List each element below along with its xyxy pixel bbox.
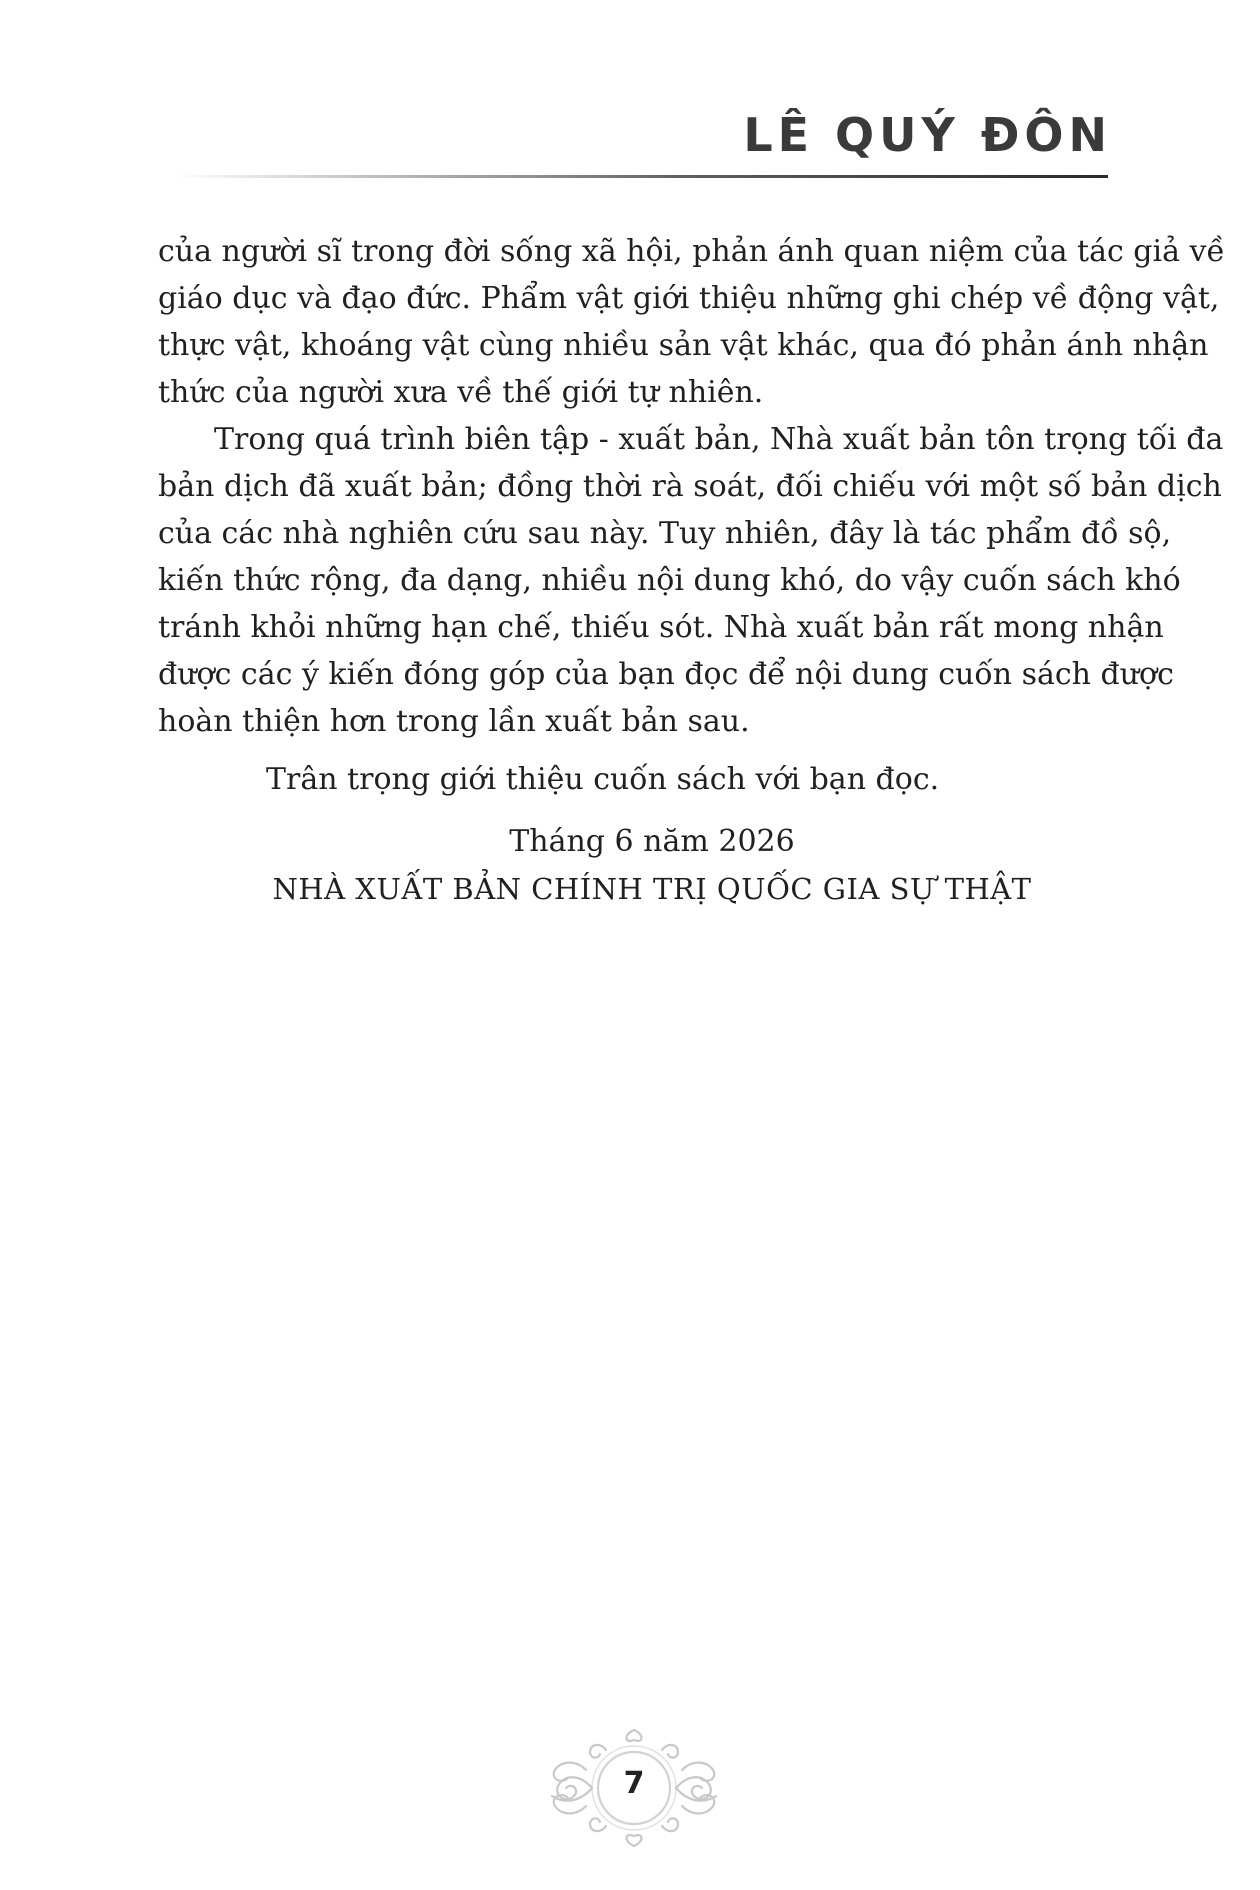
closing-thanks: Trân trọng giới thiệu cuốn sách với bạn đọc. — [266, 762, 940, 797]
paragraph-line: thực vật, khoáng vật cùng nhiều sản vật khác, qua đó phản ánh nhận — [158, 328, 1209, 363]
running-header-title: LÊ QUÝ ĐÔN — [743, 108, 1112, 162]
paragraph-line: giáo dục và đạo đức. Phẩm vật giới thiệu những ghi chép về động vật, — [158, 281, 1220, 316]
paragraph-line: của người sĩ trong đời sống xã hội, phản ánh quan niệm của tác giả về — [158, 234, 1225, 269]
closing-date: Tháng 6 năm 2026 — [509, 824, 795, 859]
closing-publisher: NHÀ XUẤT BẢN CHÍNH TRỊ QUỐC GIA SỰ THẬT — [272, 872, 1032, 906]
header-rule — [175, 175, 1108, 178]
paragraph-line: Trong quá trình biên tập - xuất bản, Nhà xuất bản tôn trọng tối đa — [214, 422, 1224, 457]
paragraph-line: kiến thức rộng, đa dạng, nhiều nội dung khó, do vậy cuốn sách khó — [158, 563, 1181, 598]
paragraph-line: hoàn thiện hơn trong lần xuất bản sau. — [158, 704, 750, 739]
page-number: 7 — [623, 1766, 645, 1801]
paragraph-line: thức của người xưa về thế giới tự nhiên. — [158, 375, 764, 410]
paragraph-line: tránh khỏi những hạn chế, thiếu sót. Nhà xuất bản rất mong nhận — [158, 610, 1164, 645]
paragraph-1 — [158, 228, 1225, 416]
paragraph-2 — [158, 416, 1224, 745]
paragraph-line: bản dịch đã xuất bản; đồng thời rà soát, đối chiếu với một số bản dịch — [158, 469, 1222, 504]
body-text — [158, 228, 1225, 745]
paragraph-line: của các nhà nghiên cứu sau này. Tuy nhiên, đây là tác phẩm đồ sộ, — [158, 516, 1172, 551]
paragraph-line: được các ý kiến đóng góp của bạn đọc để nội dung cuốn sách được — [158, 657, 1174, 692]
